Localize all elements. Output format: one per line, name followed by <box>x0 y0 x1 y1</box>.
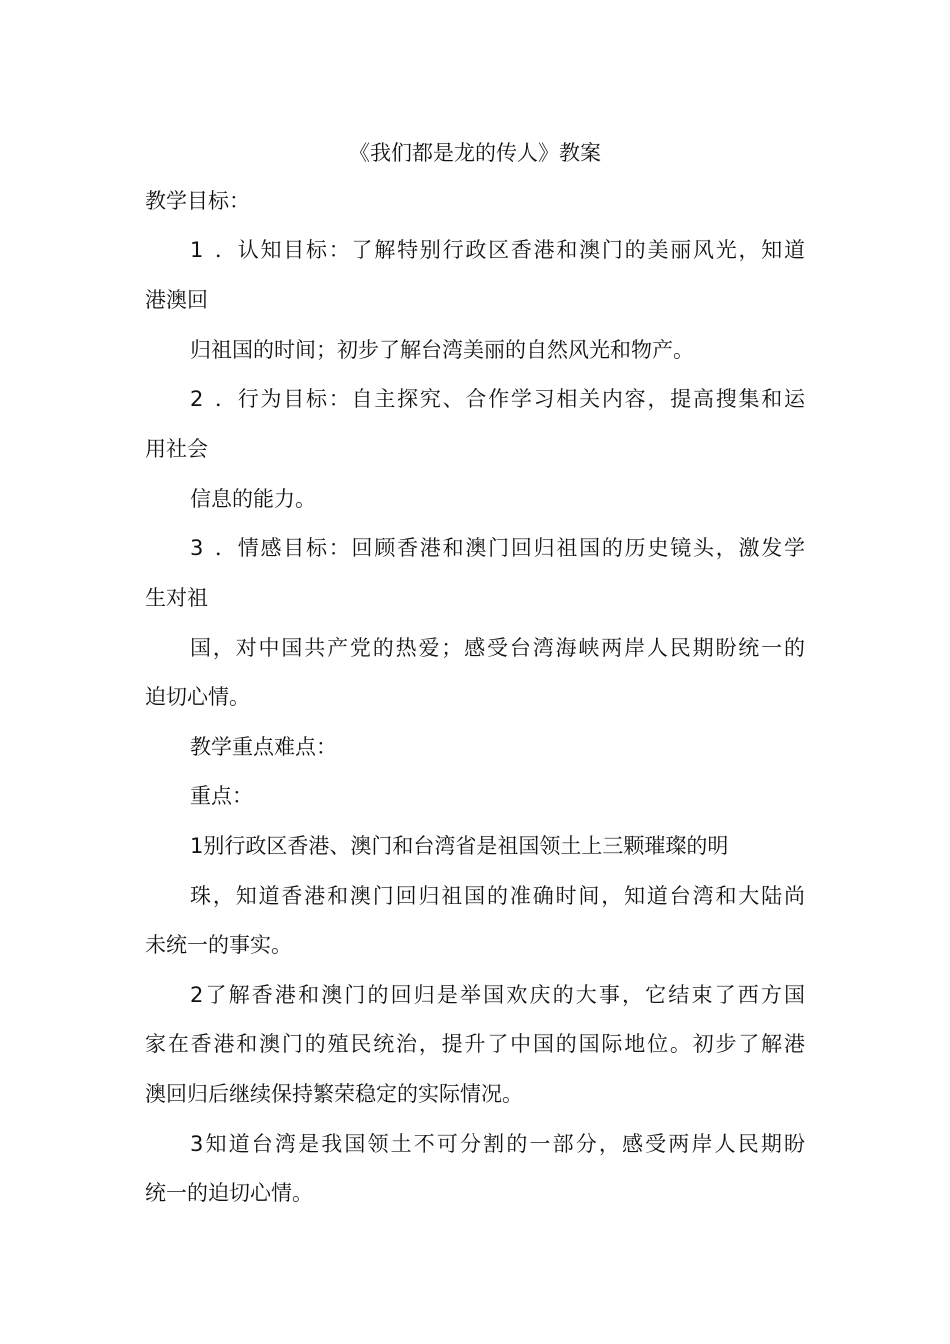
point-2-number: 2 <box>190 983 204 1007</box>
objective-3-line-1 <box>190 528 805 568</box>
objective-2-line-3: 信息的能力。 <box>190 487 316 511</box>
objective-2-line-2: 用社会 <box>145 437 208 461</box>
objective-2-line-1 <box>190 379 805 419</box>
objective-3-number: 3． <box>190 536 236 560</box>
point-3-line-2: 统一的迫切心情。 <box>145 1181 313 1205</box>
point-2-text: 了解香港和澳门的回归是举国欢庆的大事，它结束了西方国 <box>203 983 805 1007</box>
point-3-text: 知道台湾是我国领土不可分割的一部分，感受两岸人民期盼 <box>203 1132 805 1156</box>
point-2-line-2: 家在香港和澳门的殖民统治，提升了中国的国际地位。初步了解港 <box>145 1032 805 1056</box>
key-points-heading: 教学重点难点： <box>190 735 337 759</box>
objective-3-line-2: 生对祖 <box>145 586 208 610</box>
point-3-line-1 <box>190 1124 805 1164</box>
objective-3-line-4: 迫切心情。 <box>145 685 250 709</box>
objective-2-text: 行为目标：自主探究、合作学习相关内容，提高搜集和运 <box>236 387 805 411</box>
point-1-line-3: 未统一的事实。 <box>145 933 292 957</box>
point-1-line-1 <box>190 826 728 866</box>
point-2-line-3: 澳回归后继续保持繁荣稳定的实际情况。 <box>145 1082 523 1106</box>
point-3-number: 3 <box>190 1132 204 1156</box>
objective-1-line-2: 港澳回 <box>145 288 208 312</box>
objective-1-line-3: 归祖国的时间；初步了解台湾美丽的自然风光和物产。 <box>190 338 694 362</box>
focus-heading: 重点： <box>190 784 253 808</box>
point-1-line-2: 珠，知道香港和澳门回归祖国的准确时间，知道台湾和大陆尚 <box>190 884 805 908</box>
point-1-text: 别行政区香港、澳门和台湾省是祖国领土上三颗璀璨的明 <box>203 834 729 858</box>
point-1-number: 1 <box>190 834 204 858</box>
objective-2-number: 2． <box>190 387 236 411</box>
objective-3-line-3: 国，对中国共产党的热爱；感受台湾海峡两岸人民期盼统一的 <box>190 636 805 660</box>
objective-3-text: 情感目标：回顾香港和澳门回归祖国的历史镜头，激发学 <box>236 536 805 560</box>
objectives-heading: 教学目标： <box>145 189 250 213</box>
document-title: 《我们都是龙的传人》教案 <box>349 141 601 165</box>
objective-1-line-1 <box>190 230 805 270</box>
objective-1-text: 认知目标：了解特别行政区香港和澳门的美丽风光，知道 <box>236 238 805 262</box>
point-2-line-1 <box>190 975 805 1015</box>
objective-1-number: 1． <box>190 238 236 262</box>
